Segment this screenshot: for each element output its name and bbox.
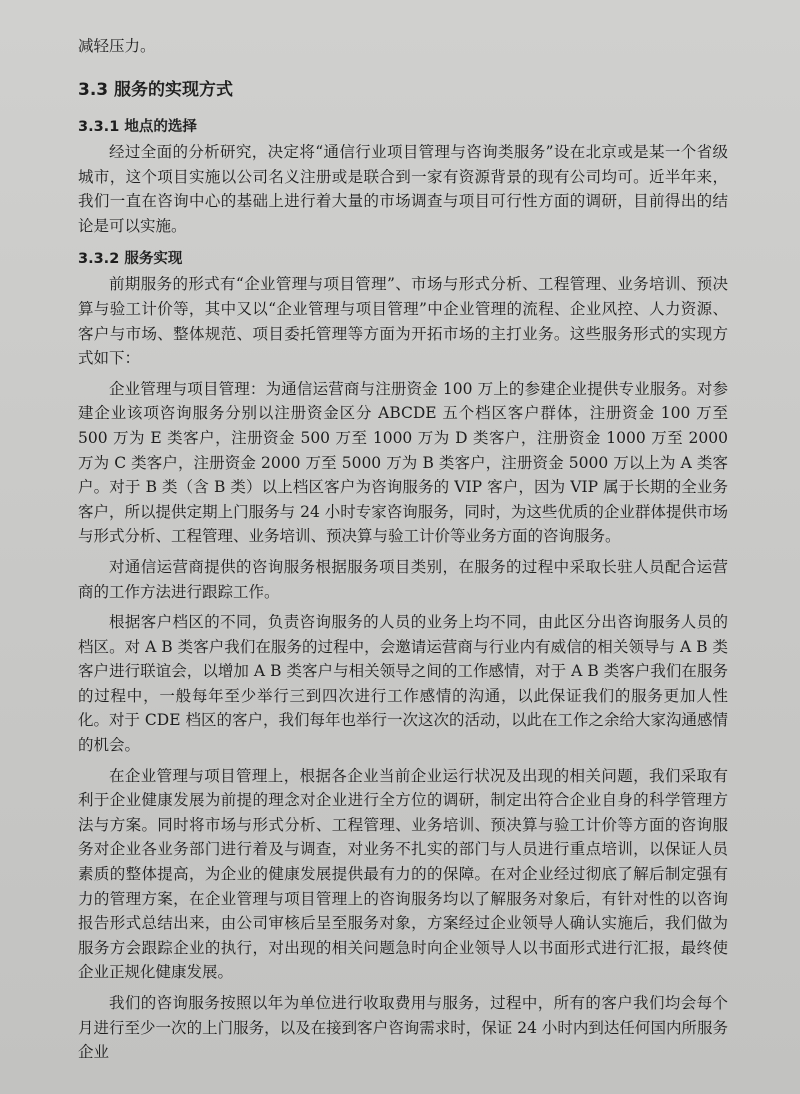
paragraph-service-forms: 前期服务的形式有“企业管理与项目管理”、市场与形式分析、工程管理、业务培训、预决算与验工计价等，其中又以“企业管理与项目管理”中企业管理的流程、企业风控、人力资源、客户与市场、整体规范、项目委托管理等方面为开拓市场的主打业务。这些服务形式的实现方式如下： [78,275,728,368]
document-body [78,34,728,1065]
continued-text: 减轻压力。 [78,37,156,55]
section-heading-3-3-1: 3.3.1 地点的选择 [78,119,197,135]
paragraph-client-tiers: 根据客户档区的不同，负责咨询服务的人员的业务上均不同，由此区分出咨询服务人员的档区。对 A B 类客户我们在服务的过程中，会邀请运营商与行业内有威信的相关领导与 A B 类客户进行联谊会，以增加 A B 类客户与相关领导之间的工作感情，对于 A B 类客户我们在服务的过程中，一般每年至少举行三到四次进行工作感情的沟通，以此保证我们的服务更加人性化。对于 CDE 档区的客户，我们每年也举行一次这次的活动，以此在工作之余给大家沟通感情的机会。 [78,613,728,755]
paragraph-operator-service: 对通信运营商提供的咨询服务根据服务项目类别，在服务的过程中采取长驻人员配合运营商的工作方法进行跟踪工作。 [78,557,728,601]
paragraph-fees: 我们的咨询服务按照以年为单位进行收取费用与服务，过程中，所有的客户我们均会每个月进行至少一次的上门服务，以及在接到客户咨询需求时，保证 24 小时内到达任何国内所服务企业 [78,994,728,1062]
paragraph-management-approach: 在企业管理与项目管理上，根据各企业当前企业运行状况及出现的相关问题，我们采取有利于企业健康发展为前提的理念对企业进行全方位的调研，制定出符合企业自身的科学管理方法与方案。同时将市场与形式分析、工程管理、业务培训、预决算与验工计价等方面的咨询服务对企业各业务部门进行着及与调查，对业务不扎实的部门与人员进行重点培训，以保证人员素质的整体提高，为企业的健康发展提供最有力的的保障。在对企业经过彻底了解后制定强有力的管理方案，在企业管理与项目管理上的咨询服务均以了解服务对象后，有针对性的以咨询报告形式总结出来，由公司审核后呈至服务对象，方案经过企业领导人确认实施后，我们做为服务方会跟踪企业的执行，对出现的相关问题急时向企业领导人以书面形式进行汇报，最终使企业正规化健康发展。 [78,766,728,982]
section-heading-3-3: 3.3 服务的实现方式 [78,80,234,100]
section-heading-3-3-2: 3.3.2 服务实现 [78,251,183,268]
paragraph-location: 经过全面的分析研究，决定将“通信行业项目管理与咨询类服务”设在北京或是某一个省级城市，这个项目实施以公司名义注册或是联合到一家有资源背景的现有公司均可。近半年来，我们一直在咨询中心的基础上进行着大量的市场调查与项目可行性方面的调研，目前得出的结论是可以实施。 [78,143,728,235]
paragraph-enterprise-management: 企业管理与项目管理：为通信运营商与注册资金 100 万上的参建企业提供专业服务。对参建企业该项咨询服务分别以注册资金区分 ABCDE 五个档区客户群体，注册资金 100 万至 500 万为 E 类客户，注册资金 500 万至 1000 万为 D 类客户，注册资金 1000 万至 2000 万为 C 类客户，注册资金 2000 万至 5000 万为 B 类客户，注册资金 5000 万以上为 A 类客户。对于 B 类（含 B 类）以上档区客户为咨询服务的 VIP 客户，因为 VIP 属于长期的全业务客户，所以提供定期上门服务与 24 小时专家咨询服务，同时，为这些优质的企业群体提供市场与形式分析、工程管理、业务培训、预决算与验工计价等业务方面的咨询服务。 [78,379,728,546]
